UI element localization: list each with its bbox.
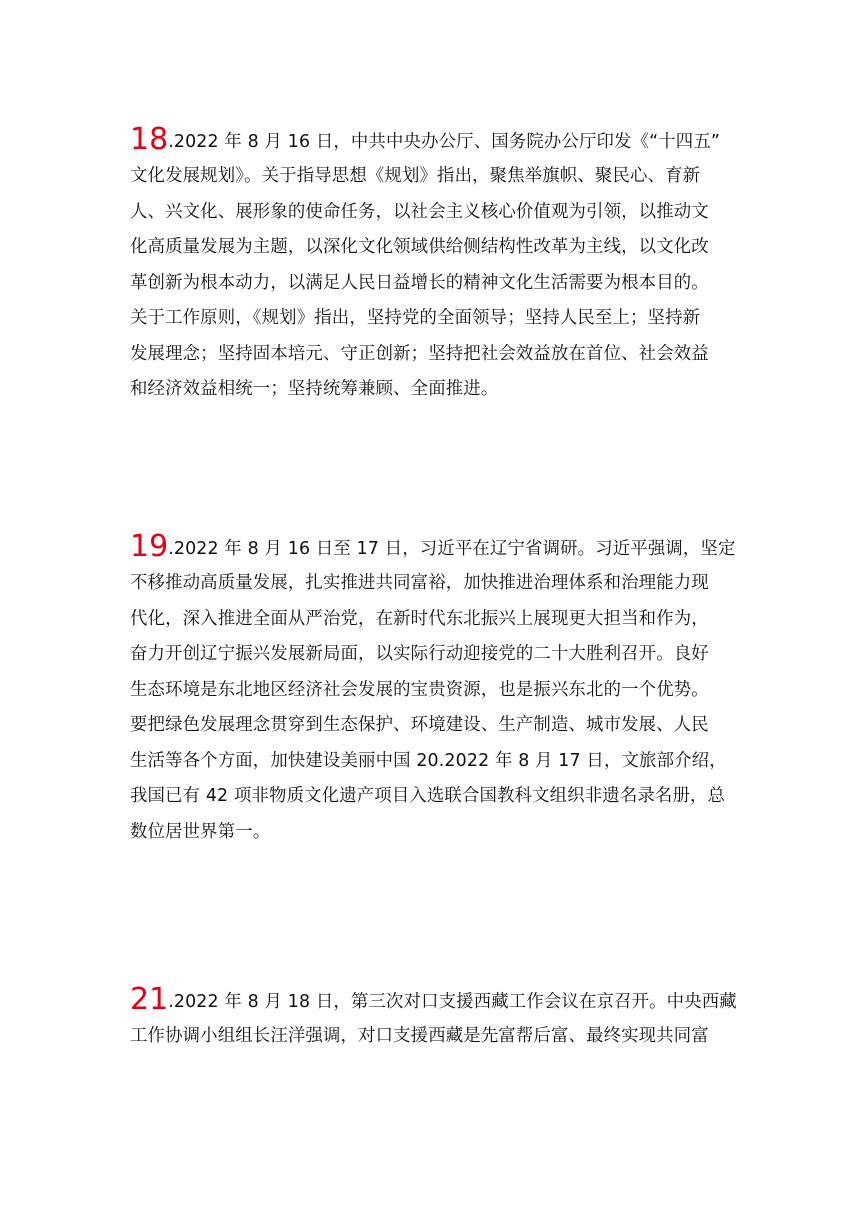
- paragraph-line: 化高质量发展为主题，以深化文化领域供给侧结构性改革为主线，以文化改: [130, 237, 709, 257]
- line-text: .2022 年 8 月 18 日，第三次对口支援西藏工作会议在京召开。中央西藏: [168, 992, 737, 1012]
- paragraph-line: 文化发展规划》。关于指导思想《规划》指出，聚焦举旗帜、聚民心、育新: [130, 166, 701, 186]
- paragraph-line: 不移推动高质量发展，扎实推进共同富裕，加快推进治理体系和治理能力现: [130, 573, 709, 593]
- paragraph-line: 要把绿色发展理念贯穿到生态保护、环境建设、生产制造、城市发展、人民: [130, 715, 709, 735]
- paragraph-line: 发展理念；坚持固本培元、守正创新；坚持把社会效益放在首位、社会效益: [130, 343, 709, 364]
- paragraph-item-21: [130, 981, 742, 1055]
- paragraph-line: 革创新为根本动力，以满足人民日益增长的精神文化生活需要为根本目的。: [130, 272, 709, 293]
- paragraph-line: 关于工作原则，《规划》指出，坚持党的全面领导；坚持人民至上；坚持新: [130, 308, 701, 328]
- paragraph-line: [130, 528, 742, 566]
- item-number: 21: [130, 982, 169, 1017]
- item-number: 19: [130, 529, 169, 564]
- paragraph-line: 生活等各个方面，加快建设美丽中国 20.2022 年 8 月 17 日，文旅部介绍，: [130, 750, 727, 771]
- paragraph-line: 和经济效益相统一；坚持统筹兼顾、全面推进。: [130, 379, 499, 399]
- paragraph-line: 人、兴文化、展形象的使命任务，以社会主义核心价值观为引领，以推动文: [130, 201, 709, 222]
- paragraph-line: 工作协调小组组长汪洋强调，对口支援西藏是先富帮后富、最终实现共同富: [130, 1026, 709, 1046]
- paragraph-line: [130, 121, 742, 159]
- item-number: 18: [130, 122, 169, 157]
- line-text: .2022 年 8 月 16 日，中共中央办公厅、国务院办公厅印发《“十四五”: [168, 132, 721, 152]
- paragraph-line: [130, 981, 742, 1019]
- paragraph-item-18: [130, 121, 742, 408]
- paragraph-line: 我国已有 42 项非物质文化遗产项目入选联合国教科文组织非遗名录名册，总: [130, 786, 726, 806]
- paragraph-item-19: [130, 528, 742, 850]
- paragraph-line: 奋力开创辽宁振兴发展新局面，以实际行动迎接党的二十大胜利召开。良好: [130, 644, 709, 664]
- paragraph-line: 数位居世界第一。: [130, 821, 271, 842]
- line-text: .2022 年 8 月 16 日至 17 日，习近平在辽宁省调研。习近平强调，坚定: [168, 539, 736, 559]
- paragraph-line: 生态环境是东北地区经济社会发展的宝贵资源，也是振兴东北的一个优势。: [130, 679, 709, 700]
- paragraph-line: 代化，深入推进全面从严治党，在新时代东北振兴上展现更大担当和作为，: [130, 608, 709, 629]
